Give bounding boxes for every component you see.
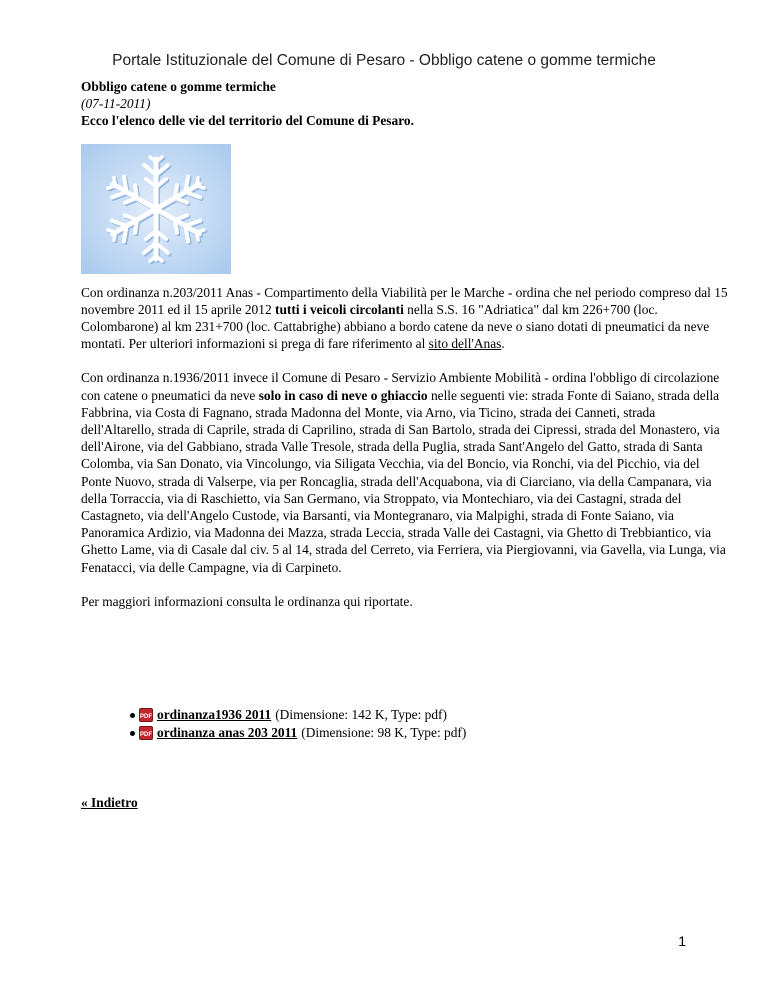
paragraph-anas-bold: tutti i veicoli circolanti (275, 301, 404, 317)
paragraph-anas-text-a: Con ordinanza n.203/2011 Anas - Compartimento della Viabilità per le Marche - ordina che nel periodo compreso dal 15 novembre 2011 ed il 15 aprile 2012 (81, 284, 728, 317)
anas-site-link[interactable]: sito dell'Anas (428, 336, 502, 352)
paragraph-comune-text-b: nelle seguenti vie: strada Fonte di Saiano, strada della Fabbrina, via Costa di Fagnano, strada Madonna del Monte, via Arno, via Ticino, strada dei Canneti, strada dell'Altarello, strada di Caprile, strada di Caprilino, strada di San Bartolo, strada dei Cipressi, strada del Monastero, via dell'Airone, via del Gabbiano, strada Valle Tresole, strada della Puglia, strada Sant'Angelo del Gatto, strada di Santa Colomba, via San Donato, via Vincolungo, via Siligata Vecchia, via del Boncio, via Ronchi, via del Picchio, via del Ponte Nuovo, strada di Valserpe, via per Roncaglia, strada dell'Acquabona, via di Ciarciano, via della Campanara, via della Torraccia, via di Raschietto, via San Germano, via Stroppato, via Montechiaro, via dei Castagni, strada del Castagneto, via dell'Angelo Custode, via Barsanti, via Montegranaro, via Malpighi, strada di Fonte Saiano, via Panoramica Ardizio, via Madonna dei Mazza, strada Leccia, strada Valle dei Castagni, via Ghetto di Trebbiantico, via Ghetto Lame, via di Casale dal civ. 5 al 14, strada del Cerreto, via Ferriera, via Piergiovanni, via Gavella, via Lunga, via Fenatacci, via delle Campagne, via di Carpineto. (81, 387, 726, 575)
paragraph-comune-bold: solo in caso di neve o ghiaccio (258, 387, 428, 403)
snowflake-icon (81, 144, 231, 274)
page-number: 1 (678, 933, 686, 949)
paragraph-anas-text-b: nella S.S. 16 "Adriatica" dal km 226+700 (loc. Colombarone) al km 231+700 (loc. Cattabrighe) abbiano a bordo catene da neve o siano dotati di pneumatici da neve montati. Per ulteriori informazioni si prega di fare riferimento al (81, 301, 710, 352)
paragraph-anas (81, 284, 731, 353)
bullet-icon (130, 713, 135, 718)
back-link[interactable]: « Indietro (81, 795, 138, 811)
pdf-icon (139, 726, 153, 740)
attachment-link[interactable]: ordinanza1936 2011 (157, 707, 272, 723)
attachment-meta: (Dimensione: 142 K, Type: pdf) (275, 707, 447, 723)
snowflake-image (81, 144, 231, 274)
attachment-meta: (Dimensione: 98 K, Type: pdf) (301, 725, 467, 741)
svg-text:PDF: PDF (140, 714, 152, 721)
paragraph-comune-text-a: Con ordinanza n.1936/2011 invece il Comune di Pesaro - Servizio Ambiente Mobilità - ordina l'obbligo di circolazione con catene o pneumatici da neve (81, 370, 720, 403)
article-title: Obbligo catene o gomme termiche (81, 79, 276, 94)
article-lead: Ecco l'elenco delle vie del territorio del Comune di Pesaro. (81, 113, 414, 129)
page-header-title: Portale Istituzionale del Comune di Pesaro - Obbligo catene o gomme termiche (112, 52, 656, 69)
attachment-item (130, 706, 731, 724)
attachments-list (81, 706, 731, 742)
article (81, 78, 731, 811)
attachment-item (130, 724, 731, 742)
pdf-icon (139, 708, 153, 722)
paragraph-more-info: Per maggiori informazioni consulta le ordinanza qui riportate. (81, 593, 413, 609)
svg-text:PDF: PDF (140, 732, 152, 739)
paragraph-comune (81, 369, 731, 575)
article-date: (07-11-2011) (81, 96, 151, 112)
bullet-icon (130, 731, 135, 736)
attachment-link[interactable]: ordinanza anas 203 2011 (157, 725, 298, 741)
paragraph-anas-text-c: . (501, 336, 505, 352)
